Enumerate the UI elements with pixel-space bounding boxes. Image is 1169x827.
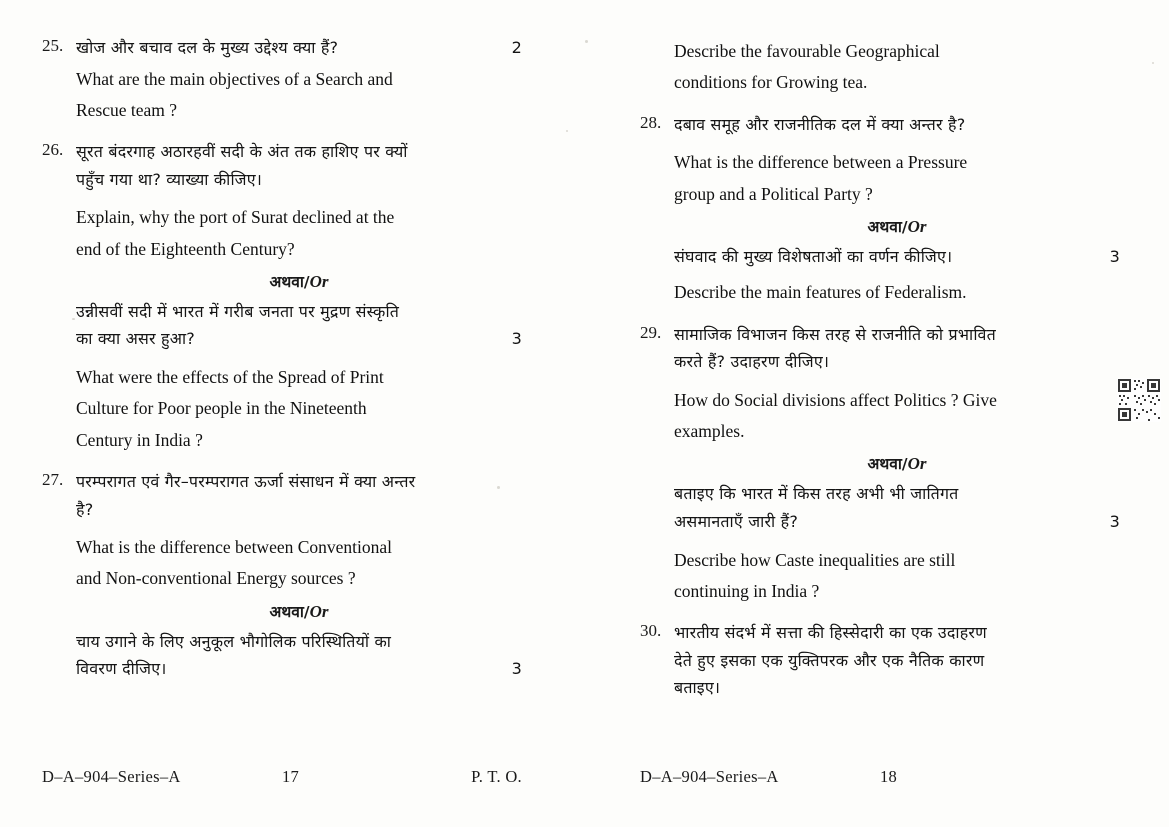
footer-left [42, 767, 542, 787]
question-english-line: What are the main objectives of a Search and [76, 68, 393, 89]
question-english-line: end of the Eighteenth Century? [76, 238, 295, 259]
question-block-25 [42, 34, 522, 124]
marks-value: 3 [511, 659, 522, 679]
alternative-english-line: What were the effects of the Spread of Print [76, 366, 384, 387]
alternative-hindi-line: बताइए कि भारत में किस तरह अभी भी जातिगत [674, 484, 959, 504]
alternative-english-line: Describe the main features of Federalism. [674, 282, 967, 303]
question-english-line: What is the difference between Conventional [76, 537, 393, 558]
marks-value: 3 [511, 329, 522, 349]
question-hindi-line: बताइए। [674, 678, 721, 698]
alternative-hindi-line: असमानताएँ जारी हैं? 3 [674, 508, 1120, 536]
question-hindi-line: है? [76, 499, 94, 519]
alternative-hindi-line: उन्नीसवीं सदी में भारत में गरीब जनता पर मुद्रण संस्कृति [76, 301, 400, 321]
alternative-english-line: continuing in India ? [674, 580, 820, 601]
alternative-separator: अथवा/Or [867, 454, 927, 474]
paper-speck [1152, 62, 1154, 64]
paper-code: D–A–904–Series–A [42, 767, 181, 786]
marks-value: 2 [511, 38, 522, 57]
continued-english-line: conditions for Growing tea. [674, 72, 868, 93]
paper-speck [566, 130, 568, 132]
question-english-line: Rescue team ? [76, 99, 178, 120]
question-hindi-line: परम्परागत एवं गैर–परम्परागत ऊर्जा संसाधन में क्या अन्तर [76, 471, 416, 491]
continued-english-line: Describe the favourable Geographical [674, 41, 940, 61]
question-hindi-line: सूरत बंदरगाह अठारहवीं सदी के अंत तक हाशिए पर क्यों [76, 142, 408, 162]
alternative-hindi-line: का क्या असर हुआ? 3 [76, 325, 522, 353]
paper-speck [585, 40, 588, 43]
question-hindi-line: दबाव समूह और राजनीतिक दल में क्या अन्तर है? [674, 114, 966, 134]
alternative-hindi-line: संघवाद की मुख्य विशेषताओं का वर्णन कीजिए। 3 [674, 243, 1120, 271]
question-number: 25. [42, 36, 64, 55]
alternative-english-line: Describe how Caste inequalities are still [674, 549, 956, 570]
question-block-26 [42, 138, 522, 454]
alternative-separator: अथवा/Or [269, 271, 329, 291]
marks-value: 3 [1109, 511, 1120, 531]
alternative-english-line: Century in India ? [76, 429, 203, 450]
right-column [640, 34, 1120, 711]
footer-right [640, 767, 1140, 787]
alternative-english-line: Culture for Poor people in the Nineteenth [76, 398, 367, 419]
continued-answer-block [640, 34, 1120, 97]
question-number: 28. [640, 112, 662, 132]
spacer [640, 34, 674, 97]
question-hindi-line: करते हैं? उदाहरण दीजिए। [674, 352, 830, 372]
marks-value: 3 [1109, 246, 1120, 266]
alternative-separator: अथवा/Or [269, 601, 329, 621]
question-block-29 [640, 321, 1120, 605]
question-number: 26. [42, 140, 64, 160]
question-number: 30. [640, 621, 662, 641]
question-hindi-line: पहुँच गया था? व्याख्या कीजिए। [76, 169, 263, 189]
alternative-separator: अथवा/Or [867, 216, 927, 236]
question-hindi-line: खोज और बचाव दल के मुख्य उद्देश्य क्या हैं? 2 [76, 34, 522, 62]
question-block-28 [640, 111, 1120, 307]
question-block-27 [42, 468, 522, 683]
question-english-line: and Non-conventional Energy sources ? [76, 568, 356, 589]
alternative-hindi-line: चाय उगाने के लिए अनुकूल भौगोलिक परिस्थितियों का [76, 631, 392, 651]
pto-label: P. T. O. [471, 767, 522, 786]
question-english-line: How do Social divisions affect Politics ? Give [674, 389, 997, 410]
page-number: 18 [880, 767, 898, 786]
question-english-line: examples. [674, 421, 745, 442]
question-hindi-line: सामाजिक विभाजन किस तरह से राजनीति को प्रभावित [674, 324, 996, 344]
alternative-hindi-line: विवरण दीजिए। 3 [76, 655, 522, 683]
question-number: 29. [640, 322, 662, 342]
question-english-line: What is the difference between a Pressure [674, 152, 968, 173]
question-english-line: Explain, why the port of Surat declined at the [76, 207, 395, 228]
qr-code-icon [1117, 378, 1161, 422]
question-number: 27. [42, 469, 64, 489]
question-block-30 [640, 619, 1120, 702]
question-hindi-line: देते हुए इसका एक युक्तिपरक और एक नैतिक कारण [674, 650, 985, 670]
paper-code: D–A–904–Series–A [640, 767, 779, 786]
page-number: 17 [282, 767, 300, 786]
question-english-line: group and a Political Party ? [674, 183, 873, 204]
question-hindi-line: भारतीय संदर्भ में सत्ता की हिस्सेदारी का एक उदाहरण [674, 623, 987, 643]
left-column [42, 34, 522, 692]
